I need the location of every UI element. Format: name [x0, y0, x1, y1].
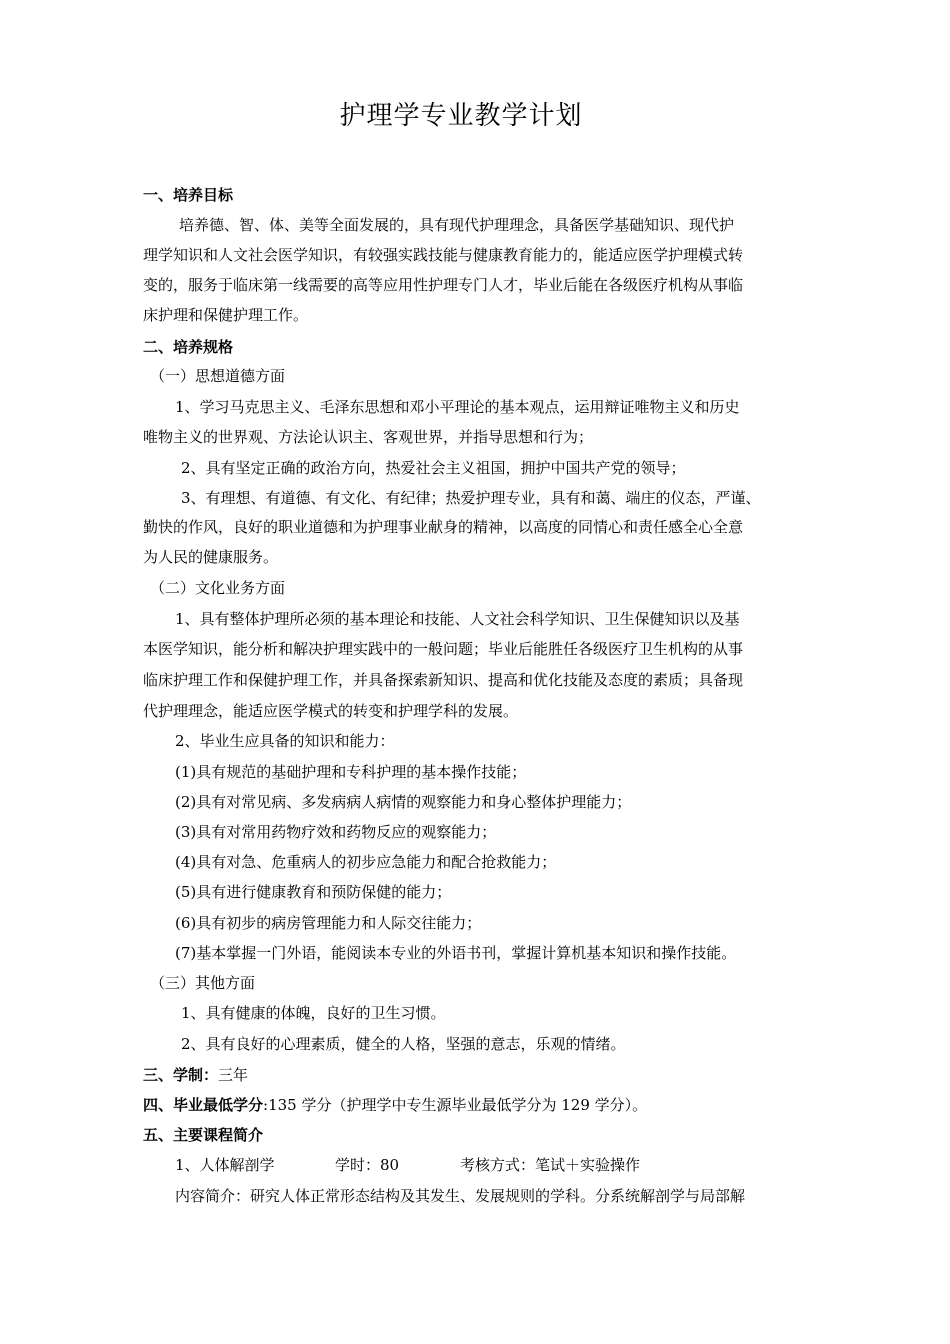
course-row — [175, 1155, 640, 1175]
min-credits-value: :135 学分（护理学中专生源毕业最低学分为 129 学分）。 — [263, 1096, 648, 1114]
moral-item-line: 唯物主义的世界观、方法论认识主、客观世界，并指导思想和行为； — [143, 428, 594, 446]
culture-item-line: 本医学知识，能分析和解决护理实践中的一般问题；毕业后能胜任各级医疗卫生机构的从事 — [143, 640, 744, 658]
goals-paragraph-line: 变的，服务于临床第一线需要的高等应用性护理专门人才，毕业后能在各级医疗机构从事临 — [143, 276, 744, 294]
section-heading-specs: 二、培养规格 — [143, 338, 234, 356]
subsection-title-other: （三）其他方面 — [150, 974, 256, 992]
section-duration — [143, 1065, 248, 1085]
culture-item-line: 临床护理工作和保健护理工作，并具备探索新知识、提高和优化技能及态度的素质；具备现 — [143, 671, 744, 689]
subsection-title-moral: （一）思想道德方面 — [150, 367, 286, 385]
ability-list-item: (3)具有对常用药物疗效和药物反应的观察能力； — [175, 823, 497, 841]
course-name: 1、人体解剖学 — [175, 1156, 275, 1174]
duration-value: 三年 — [218, 1066, 249, 1084]
section-heading-goals: 一、培养目标 — [143, 186, 234, 204]
course-exam: 考核方式：笔试＋实验操作 — [460, 1156, 641, 1174]
goals-paragraph-line: 理学知识和人文社会医学知识，有较强实践技能与健康教育能力的，能适应医学护理模式转 — [143, 246, 744, 264]
course-intro: 内容简介：研究人体正常形态结构及其发生、发展规则的学科。分系统解剖学与局部解 — [175, 1187, 746, 1205]
moral-item-line: 勤快的作风，良好的职业道德和为护理事业献身的精神，以高度的同情心和责任感全心全意 — [143, 518, 744, 536]
goals-paragraph-line: 床护理和保健护理工作。 — [143, 306, 309, 324]
section-min-credits — [143, 1095, 647, 1115]
culture-item-line: 代护理理念，能适应医学模式的转变和护理学科的发展。 — [143, 702, 519, 720]
section-heading-courses: 五、主要课程简介 — [143, 1126, 264, 1144]
moral-item-line: 2、具有坚定正确的政治方向，热爱社会主义祖国，拥护中国共产党的领导； — [181, 459, 686, 477]
ability-list-item: (1)具有规范的基础护理和专科护理的基本操作技能； — [175, 763, 527, 781]
moral-item-line: 1、学习马克思主义、毛泽东思想和邓小平理论的基本观点，运用辩证唯物主义和历史 — [175, 398, 740, 416]
ability-list-item: (7)基本掌握一门外语，能阅读本专业的外语书刊，掌握计算机基本知识和操作技能。 — [175, 944, 737, 962]
culture-item-line: 2、毕业生应具备的知识和能力： — [175, 732, 395, 750]
subsection-title-culture: （二）文化业务方面 — [150, 579, 286, 597]
moral-item-line: 为人民的健康服务。 — [143, 548, 279, 566]
ability-list-item: (2)具有对常见病、多发病病人病情的观察能力和身心整体护理能力； — [175, 793, 632, 811]
course-hours: 学时：80 — [335, 1156, 400, 1174]
moral-item-line: 3、有理想、有道德、有文化、有纪律；热爱护理专业，具有和蔼、端庄的仪态，严谨、 — [181, 489, 761, 507]
page-title: 护理学专业教学计划 — [339, 101, 583, 131]
ability-list-item: (4)具有对急、危重病人的初步应急能力和配合抢救能力； — [175, 853, 557, 871]
duration-label: 三、学制： — [143, 1066, 219, 1084]
other-item-line: 1、具有健康的体魄，良好的卫生习惯。 — [181, 1004, 446, 1022]
goals-paragraph-line: 培养德、智、体、美等全面发展的，具有现代护理理念，具备医学基础知识、现代护 — [179, 216, 735, 234]
other-item-line: 2、具有良好的心理素质，健全的人格，坚强的意志，乐观的情绪。 — [181, 1035, 626, 1053]
ability-list-item: (5)具有进行健康教育和预防保健的能力； — [175, 883, 452, 901]
culture-item-line: 1、具有整体护理所必须的基本理论和技能、人文社会科学知识、卫生保健知识以及基 — [175, 610, 740, 628]
min-credits-label: 四、毕业最低学分 — [143, 1096, 264, 1114]
ability-list-item: (6)具有初步的病房管理能力和人际交往能力； — [175, 914, 482, 932]
